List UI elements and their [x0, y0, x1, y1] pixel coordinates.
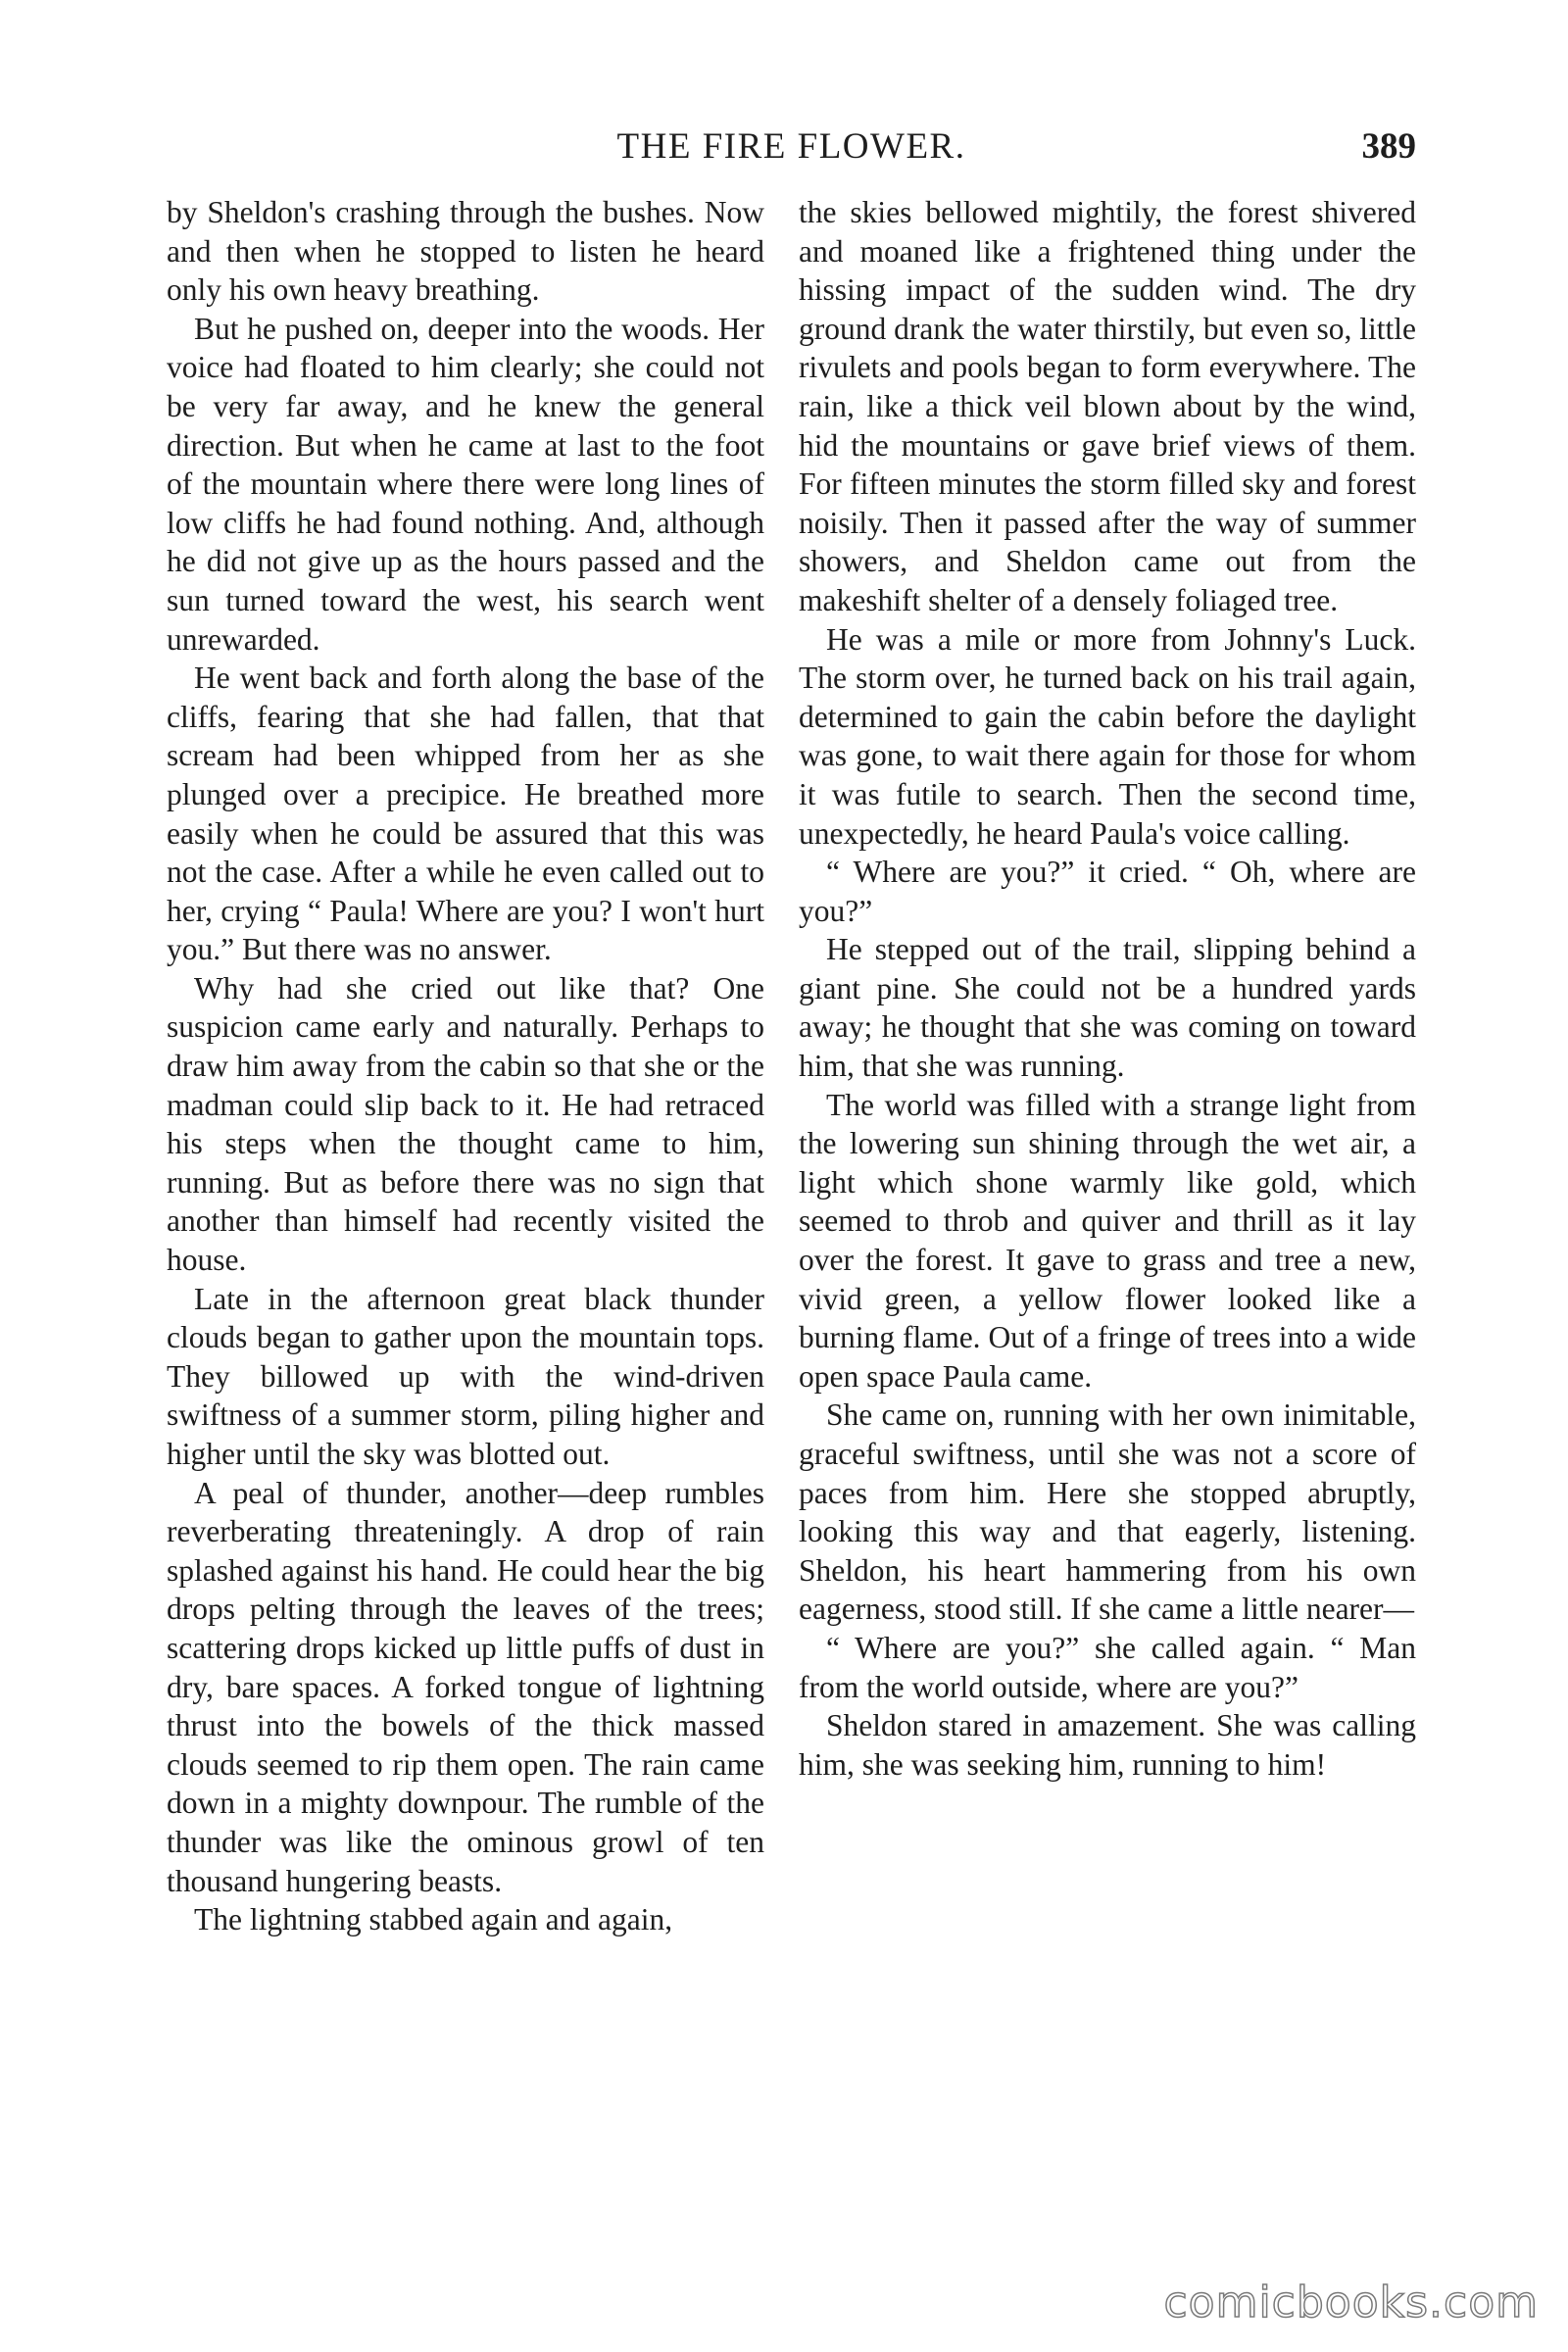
paragraph: by Sheldon's crashing through the bushes. Now and then when he stopped to listen he heard only his own heavy breathing.	[167, 195, 764, 308]
paragraph: Sheldon stared in amazement. She was calling him, she was seeking him, running to him!	[799, 1708, 1416, 1782]
paragraph: Late in the afternoon great black thunder clouds began to gather upon the mountain tops. They billowed up with the wind-driven swiftness of a summer storm, piling higher and higher until the sky was blotted out.	[167, 1281, 764, 1471]
watermark: comicbooks.com	[1163, 2278, 1539, 2328]
paragraph: The lightning stabbed again and again,	[194, 1902, 673, 1937]
paragraph: He was a mile or more from Johnny's Luck. The storm over, he turned back on his trail again, determined to gain the cabin before the daylight was gone, to wait there again for those for whom it was futile to search. Then the second time, unexpectedly, he heard Paula's voice calling.	[799, 621, 1416, 851]
page-number: 389	[1361, 126, 1416, 167]
paragraph: But he pushed on, deeper into the woods. Her voice had floated to him clearly; she could not be very far away, and he knew the general direction. But when he came at last to the foot of the mountain where there were long lines of low cliffs he had found nothing. And, although he did not give up as the hours passed and the sun turned toward the west, his search went unrewarded.	[167, 311, 764, 657]
paragraph: “ Where are you?” it cried. “ Oh, where are you?”	[799, 855, 1416, 928]
left-column	[167, 193, 764, 1939]
paragraph: A peal of thunder, another—deep rumbles reverberating threateningly. A drop of rain splashed against his hand. He could hear the big drops pelting through the leaves of the trees; scattering drops kicked up little puffs of dust in dry, bare spaces. A forked tongue of lightning thrust into the bowels of the thick massed clouds seemed to rip them open. The rain came down in a mighty downpour. The rumble of the thunder was like the ominous growl of ten thousand hungering beasts.	[167, 1475, 764, 1898]
paragraph: The world was filled with a strange light from the lowering sun shining through the wet air, a light which shone warmly like gold, which seemed to throb and quiver and thrill as it lay over the forest. It gave to grass and tree a new, vivid green, a yellow flower looked like a burning flame. Out of a fringe of trees into a wide open space Paula came.	[799, 1087, 1416, 1394]
paragraph: He stepped out of the trail, slipping behind a giant pine. She could not be a hundred yards away; he thought that she was coming on toward him, that she was running.	[799, 932, 1416, 1084]
running-title: THE FIRE FLOWER.	[616, 126, 966, 167]
right-column	[799, 193, 1416, 1784]
paragraph: He went back and forth along the base of the cliffs, fearing that she had fallen, that that scream had been whipped from her as she plunged over a precipice. He breathed more easily when he could be assured that this was not the case. After a while he even called out to her, crying “ Paula! Where are you? I won't hurt you.” But there was no answer.	[167, 661, 764, 967]
paragraph: the skies bellowed mightily, the forest shivered and moaned like a frightened thing under the hissing impact of the sudden wind. The dry ground drank the water thirstily, but even so, little rivulets and pools began to form everywhere. The rain, like a thick veil blown about by the wind, hid the mountains or gave brief views of them. For fifteen minutes the storm filled sky and forest noisily. Then it passed after the way of summer showers, and Sheldon came out from the makeshift shelter of a densely foliaged tree.	[799, 195, 1416, 617]
paragraph: “ Where are you?” she called again. “ Man from the world outside, where are you?”	[799, 1630, 1416, 1704]
paragraph: She came on, running with her own inimitable, graceful swiftness, until she was not a score of paces from him. Here she stopped abruptly, looking this way and that eagerly, listening. Sheldon, his heart hammering from his own eagerness, stood still. If she came a little nearer—	[799, 1397, 1416, 1627]
paragraph: Why had she cried out like that? One suspicion came early and naturally. Perhaps to draw him away from the cabin so that she or the madman could slip back to it. He had retraced his steps when the thought came to him, running. But as before there was no sign that another than himself had recently visited the house.	[167, 970, 764, 1278]
page-header	[167, 125, 1416, 174]
